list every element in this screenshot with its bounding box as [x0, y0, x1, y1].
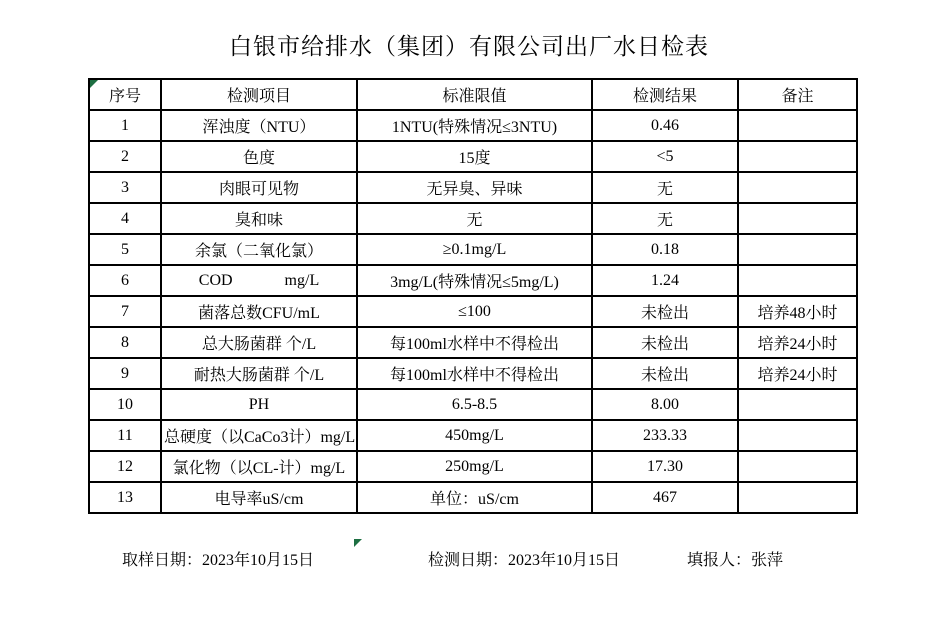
page-title: 白银市给排水（集团）有限公司出厂水日检表: [229, 34, 709, 59]
cell-result: 1.24: [592, 265, 738, 296]
cell-standard: 无异臭、异味: [357, 172, 592, 203]
cell-result: <5: [592, 141, 738, 172]
cell-remark: [738, 141, 857, 172]
cell-remark: [738, 203, 857, 234]
cell-no: 5: [89, 234, 161, 265]
cell-standard: 单位：uS/cm: [357, 482, 592, 513]
green-bottom-marker-icon: [354, 539, 362, 547]
table-row: [89, 482, 857, 513]
cell-standard: ≤100: [357, 296, 592, 327]
table-row: [89, 296, 857, 327]
reporter-label: 填报人：张萍: [687, 552, 784, 569]
cell-remark: 培养24小时: [738, 327, 857, 358]
table-row: [89, 358, 857, 389]
cell-no: 11: [89, 420, 161, 451]
table-row: [89, 327, 857, 358]
cell-standard: 15度: [357, 141, 592, 172]
cell-result: 未检出: [592, 327, 738, 358]
cell-no: 8: [89, 327, 161, 358]
cell-result: 无: [592, 203, 738, 234]
cell-result: 未检出: [592, 296, 738, 327]
cell-standard: ≥0.1mg/L: [357, 234, 592, 265]
cell-no: 3: [89, 172, 161, 203]
cell-result: 未检出: [592, 358, 738, 389]
cell-item: 余氯（二氧化氯）: [161, 234, 357, 265]
cell-remark: [738, 265, 857, 296]
cell-standard: 每100ml水样中不得检出: [357, 358, 592, 389]
cell-no: 9: [89, 358, 161, 389]
cell-standard: 无: [357, 203, 592, 234]
cell-standard: 每100ml水样中不得检出: [357, 327, 592, 358]
cell-result: 17.30: [592, 451, 738, 482]
table-row: [89, 234, 857, 265]
table-header-row: [89, 79, 857, 110]
header-cell-result: 检测结果: [592, 79, 738, 110]
cell-no: 1: [89, 110, 161, 141]
cell-no: 6: [89, 265, 161, 296]
cell-result: 233.33: [592, 420, 738, 451]
cell-standard: 450mg/L: [357, 420, 592, 451]
cell-standard: 1NTU(特殊情况≤3NTU): [357, 110, 592, 141]
cell-remark: [738, 234, 857, 265]
table-row: [89, 110, 857, 141]
cell-standard: 6.5-8.5: [357, 389, 592, 420]
table-row: [89, 172, 857, 203]
cell-no: 12: [89, 451, 161, 482]
cell-item: 菌落总数CFU/mL: [161, 296, 357, 327]
cell-result: 467: [592, 482, 738, 513]
cell-remark: [738, 482, 857, 513]
cell-no: 7: [89, 296, 161, 327]
header-cell-standard: 标准限值: [357, 79, 592, 110]
daily-check-table-wrap: [88, 78, 858, 514]
cell-item: 色度: [161, 141, 357, 172]
cell-result: 0.18: [592, 234, 738, 265]
green-corner-marker-icon: [90, 80, 98, 88]
cell-remark: 培养48小时: [738, 296, 857, 327]
header-cell-remark: 备注: [738, 79, 857, 110]
header-cell-item: 检测项目: [161, 79, 357, 110]
cell-item: COD mg/L: [161, 265, 357, 296]
cell-no: 2: [89, 141, 161, 172]
cell-no: 4: [89, 203, 161, 234]
table-body: [89, 110, 857, 513]
cell-remark: [738, 420, 857, 451]
sampling-date-label: 取样日期：2023年10月15日: [122, 552, 315, 569]
cell-remark: [738, 172, 857, 203]
cell-result: 0.46: [592, 110, 738, 141]
cell-item: 总硬度（以CaCo3计）mg/L: [161, 420, 357, 451]
header-cell-no: 序号: [89, 79, 161, 110]
cell-remark: 培养24小时: [738, 358, 857, 389]
cell-item: 氯化物（以CL-计）mg/L: [161, 451, 357, 482]
cell-no: 13: [89, 482, 161, 513]
table-row: [89, 451, 857, 482]
table-row: [89, 141, 857, 172]
cell-standard: 3mg/L(特殊情况≤5mg/L): [357, 265, 592, 296]
cell-item: 肉眼可见物: [161, 172, 357, 203]
table-row: [89, 265, 857, 296]
cell-remark: [738, 389, 857, 420]
cell-remark: [738, 451, 857, 482]
cell-item: 总大肠菌群 个/L: [161, 327, 357, 358]
daily-check-table: [88, 78, 858, 514]
cell-remark: [738, 110, 857, 141]
cell-item: 电导率uS/cm: [161, 482, 357, 513]
test-date-label: 检测日期：2023年10月15日: [428, 552, 621, 569]
cell-result: 8.00: [592, 389, 738, 420]
table-row: [89, 389, 857, 420]
cell-item: 臭和味: [161, 203, 357, 234]
cell-result: 无: [592, 172, 738, 203]
table-row: [89, 420, 857, 451]
cell-standard: 250mg/L: [357, 451, 592, 482]
cell-no: 10: [89, 389, 161, 420]
cell-item: 浑浊度（NTU）: [161, 110, 357, 141]
cell-item: 耐热大肠菌群 个/L: [161, 358, 357, 389]
cell-item: PH: [161, 389, 357, 420]
table-row: [89, 203, 857, 234]
